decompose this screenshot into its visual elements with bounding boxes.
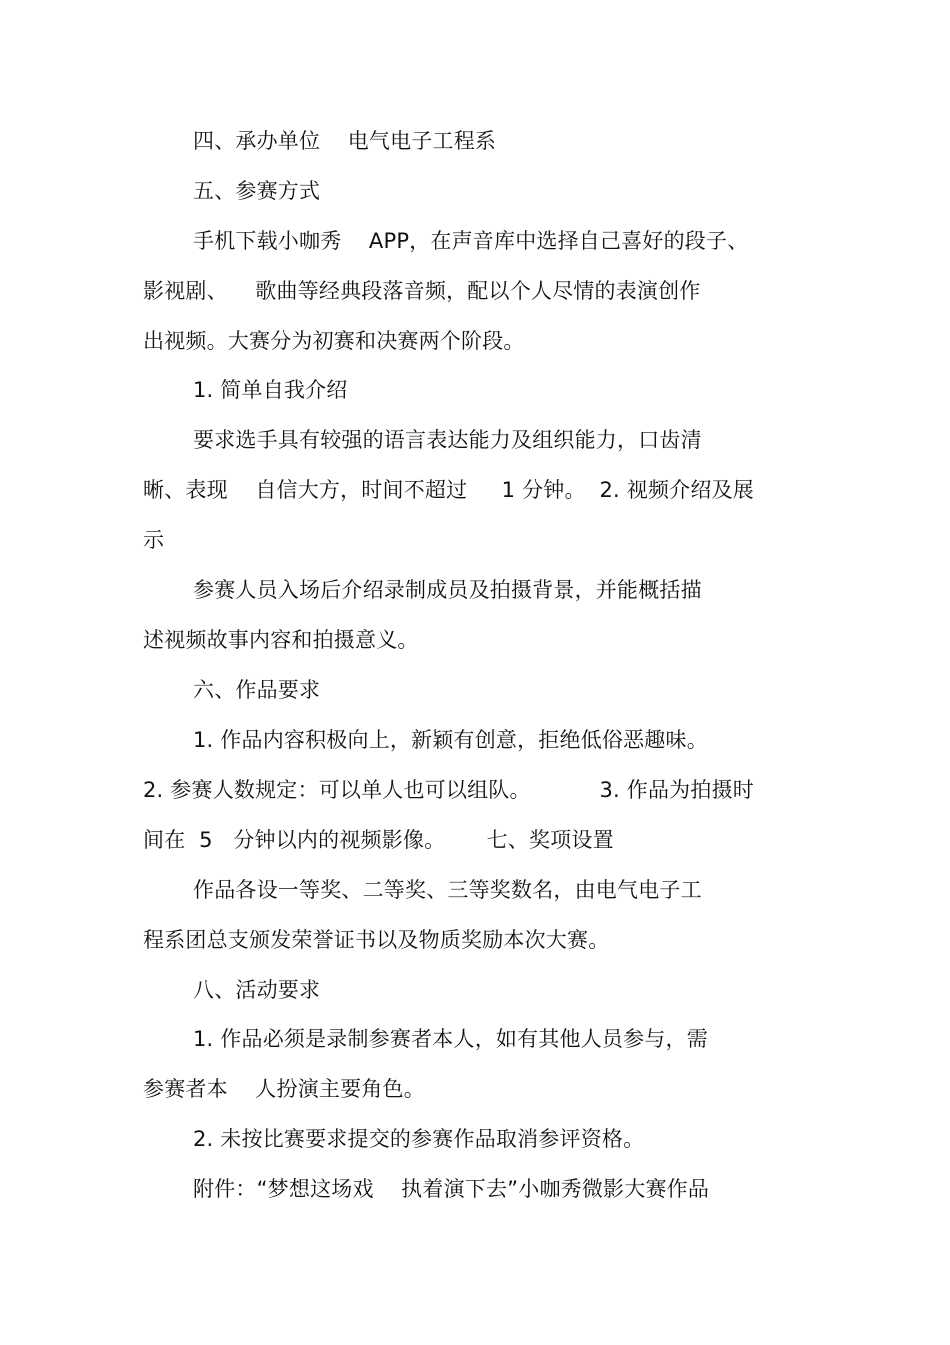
text-line-16: 作品各设一等奖、二等奖、三等奖数名，由电气电子工 xyxy=(193,878,702,902)
text-line-6: 1. 简单自我介绍 xyxy=(193,378,348,402)
text-line-9: 示 xyxy=(143,528,165,552)
text-line-14: 2. 参赛人数规定：可以单人也可以组队。 3. 作品为拍摄时 xyxy=(143,778,754,802)
text-line-4: 影视剧、 歌曲等经典段落音频，配以个人尽情的表演创作 xyxy=(143,279,701,303)
text-line-5: 出视频。大赛分为初赛和决赛两个阶段。 xyxy=(143,329,525,353)
text-line-1: 四、承办单位 电气电子工程系 xyxy=(193,129,497,153)
text-line-13: 1. 作品内容积极向上，新颖有创意，拒绝低俗恶趣味。 xyxy=(193,728,708,752)
text-line-21: 2. 未按比赛要求提交的参赛作品取消参评资格。 xyxy=(193,1127,645,1151)
text-line-10: 参赛人员入场后介绍录制成员及拍摄背景，并能概括描 xyxy=(193,578,702,602)
text-line-7: 要求选手具有较强的语言表达能力及组织能力，口齿清 xyxy=(193,428,702,452)
text-line-12: 六、作品要求 xyxy=(193,678,321,702)
text-line-15: 间在 5 分钟以内的视频影像。 七、奖项设置 xyxy=(143,828,614,852)
text-line-2: 五、参赛方式 xyxy=(193,179,321,203)
text-line-17: 程系团总支颁发荣誉证书以及物质奖励本次大赛。 xyxy=(143,928,610,952)
text-line-8: 晰、表现 自信大方，时间不超过 1 分钟。 2. 视频介绍及展 xyxy=(143,478,754,502)
text-line-18: 八、活动要求 xyxy=(193,978,321,1002)
text-line-3: 手机下载小咖秀 APP，在声音库中选择自己喜好的段子、 xyxy=(193,229,749,253)
text-line-19: 1. 作品必须是录制参赛者本人，如有其他人员参与，需 xyxy=(193,1027,708,1051)
text-line-11: 述视频故事内容和拍摄意义。 xyxy=(143,628,419,652)
text-line-22: 附件：“梦想这场戏 执着演下去”小咖秀微影大赛作品 xyxy=(193,1177,710,1201)
text-line-20: 参赛者本 人扮演主要角色。 xyxy=(143,1077,425,1101)
